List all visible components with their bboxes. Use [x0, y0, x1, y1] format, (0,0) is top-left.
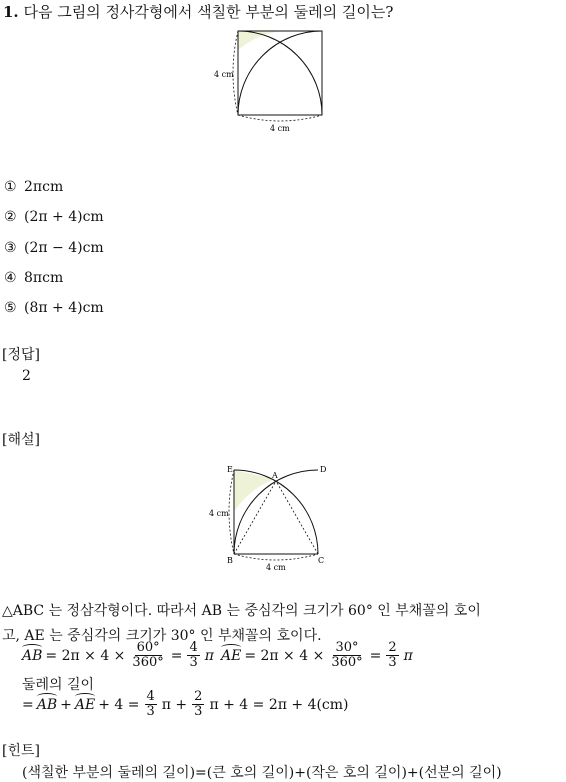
fraction: $\frac{60^\circ}{360^\circ}$: [132, 640, 164, 670]
plus-sign: +: [60, 696, 72, 713]
point-C-label: C: [318, 556, 325, 565]
eq-sign: =: [369, 647, 382, 664]
question-text: 다음 그림의 정사각형에서 색칠한 부분의 둘레의 길이는?: [23, 3, 394, 21]
fraction: $\frac{4}{3}$: [189, 640, 198, 670]
equation-arcs: [22, 641, 413, 670]
pi-symbol: π: [204, 647, 214, 664]
eq-part: π +: [161, 696, 188, 713]
bottom-brace: [238, 115, 322, 121]
pi-symbol: π: [403, 647, 413, 664]
equation-perimeter: [22, 690, 349, 719]
eq-part: π + 4 = 2π + 4(cm): [209, 696, 349, 713]
point-E-label: E: [227, 465, 233, 474]
option-4[interactable]: [4, 270, 63, 286]
question-line: [3, 1, 393, 22]
left-length-label: 4 cm: [209, 509, 229, 518]
hint-label: [힌트]: [2, 743, 40, 759]
answer-label: [정답]: [2, 347, 40, 363]
perimeter-label: 둘레의 길이: [22, 677, 95, 693]
left-brace: [233, 31, 238, 115]
hint-text: (색칠한 부분의 둘레의 길이)=(큰 호의 길이)+(작은 호의 길이)+(선분의 길이): [22, 765, 502, 781]
option-5[interactable]: [4, 300, 104, 316]
shaded-region: [234, 470, 275, 512]
eq-part: = 2π × 4 ×: [244, 647, 325, 664]
eq-sign: =: [22, 696, 34, 713]
fraction: $\frac{30^\circ}{360^\circ}$: [331, 640, 363, 670]
option-mark: ①: [4, 179, 17, 195]
explanation-line-1: △ABC 는 정삼각형이다. 따라서 AB 는 중심각의 크기가 60° 인 부채꼴의 호이: [2, 603, 481, 619]
option-mark: ③: [4, 240, 17, 256]
explanation-label: [해설]: [2, 432, 40, 448]
arc-AB: AB: [22, 647, 43, 664]
square: [238, 31, 322, 115]
option-1[interactable]: [4, 179, 63, 195]
fraction: $\frac{4}{3}$: [146, 689, 155, 719]
arc-AE: AE: [74, 696, 96, 713]
option-mark: ④: [4, 270, 17, 286]
arc-right: [238, 31, 322, 115]
segment-CA: [276, 481, 318, 554]
option-text: 8πcm: [24, 270, 64, 286]
arc-AB: AB: [36, 696, 58, 713]
option-2[interactable]: [4, 209, 104, 225]
option-text: (2π + 4)cm: [24, 209, 104, 225]
option-3[interactable]: [4, 240, 104, 256]
option-text: 2πcm: [24, 179, 64, 195]
eq-part: + 4 =: [98, 696, 140, 713]
arc-AE: AE: [220, 647, 242, 664]
bottom-length-label: 4 cm: [270, 124, 290, 133]
explanation-line-2: 고, AE 는 중심각의 크기가 30° 인 부채꼴의 호이다.: [2, 628, 322, 644]
point-D-label: D: [320, 465, 327, 474]
option-mark: ②: [4, 209, 17, 225]
option-text: (2π − 4)cm: [24, 240, 104, 256]
option-text: (8π + 4)cm: [24, 300, 104, 316]
answer-value: 2: [22, 368, 31, 384]
point-B-label: B: [227, 556, 233, 565]
option-mark: ⑤: [4, 300, 17, 316]
eq-sign: =: [170, 647, 183, 664]
point-A-label: A: [272, 471, 278, 480]
fraction: $\frac{2}{3}$: [194, 689, 203, 719]
question-number: 1.: [3, 3, 19, 21]
bottom-brace: [234, 554, 318, 560]
question-figure: [210, 25, 340, 140]
left-brace: [229, 470, 234, 554]
eq-part: = 2π × 4 ×: [45, 647, 126, 664]
explanation-figure: [200, 462, 340, 574]
left-length-label: 4 cm: [214, 70, 234, 79]
bottom-length-label: 4 cm: [266, 563, 286, 572]
large-arc: [238, 31, 322, 115]
fraction: $\frac{2}{3}$: [388, 640, 397, 670]
